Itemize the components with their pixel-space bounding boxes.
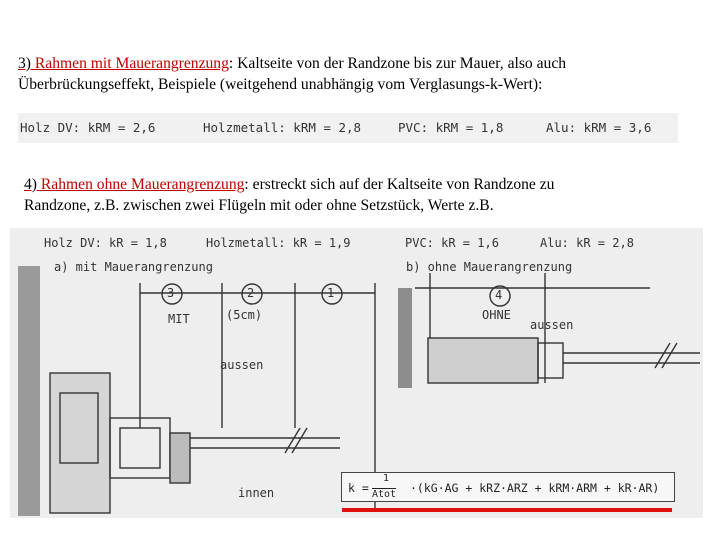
label-a: a) mit Mauerangrenzung [54, 260, 213, 274]
innen-label: innen [238, 486, 275, 500]
label-b: b) ohne Mauerangrenzung [406, 260, 573, 274]
mit-label: MIT [168, 312, 190, 326]
krm-pvc: PVC: kRM = 1,8 [398, 120, 504, 135]
kr-alu: Alu: kR = 2,8 [540, 236, 634, 250]
krm-holzmetall: Holzmetall: kRM = 2,8 [203, 120, 362, 135]
section-3-line1: : Kaltseite von der Randzone bis zur Mauer, also auch [228, 55, 567, 72]
section-4-text [24, 174, 714, 216]
ohne-label: OHNE [482, 308, 511, 322]
aussen-a-label: aussen [220, 358, 264, 372]
zone-4-label: 4 [495, 288, 503, 302]
section-4-line2: Randzone, z.B. zwischen zwei Flügeln mit oder ohne Setzstück, Werte z.B. [24, 197, 494, 214]
zone-3-label: 3 [167, 286, 175, 300]
kr-holzmetall: Holzmetall: kR = 1,9 [206, 236, 351, 250]
formula-lhs: k = [348, 481, 369, 495]
kr-pvc: PVC: kR = 1,6 [405, 236, 499, 250]
formula-body: ·(kG·AG + kRZ·ARZ + kRM·ARM + kR·AR) [410, 481, 660, 495]
zone-1-label: 1 [327, 286, 335, 300]
kr-holz: Holz DV: kR = 1,8 [44, 236, 167, 250]
aussen-b-label: aussen [530, 318, 574, 332]
krm-alu: Alu: kRM = 3,6 [546, 120, 652, 135]
section-3-text [18, 53, 708, 95]
section-4-heading: 4) Rahmen ohne Mauerangrenzung [24, 176, 245, 193]
krm-holz: Holz DV: kRM = 2,6 [20, 120, 156, 135]
section-3-line2: Überbrückungseffekt, Beispiele (weitgehend unabhängig vom Verglasungs-k-Wert): [18, 76, 543, 93]
k-formula [341, 472, 675, 502]
krm-values-strip [18, 113, 678, 143]
formula-numerator: 1 [383, 473, 390, 484]
formula-denominator: Atot [372, 489, 397, 500]
section-3-heading: 3) Rahmen mit Mauerangrenzung [18, 55, 229, 72]
zone-2-label: 2 [247, 286, 255, 300]
dim-5cm: (5cm) [226, 308, 263, 322]
section-4-line1: : erstreckt sich auf der Kaltseite von Randzone zu [244, 176, 555, 193]
red-underline-bar [342, 508, 672, 512]
